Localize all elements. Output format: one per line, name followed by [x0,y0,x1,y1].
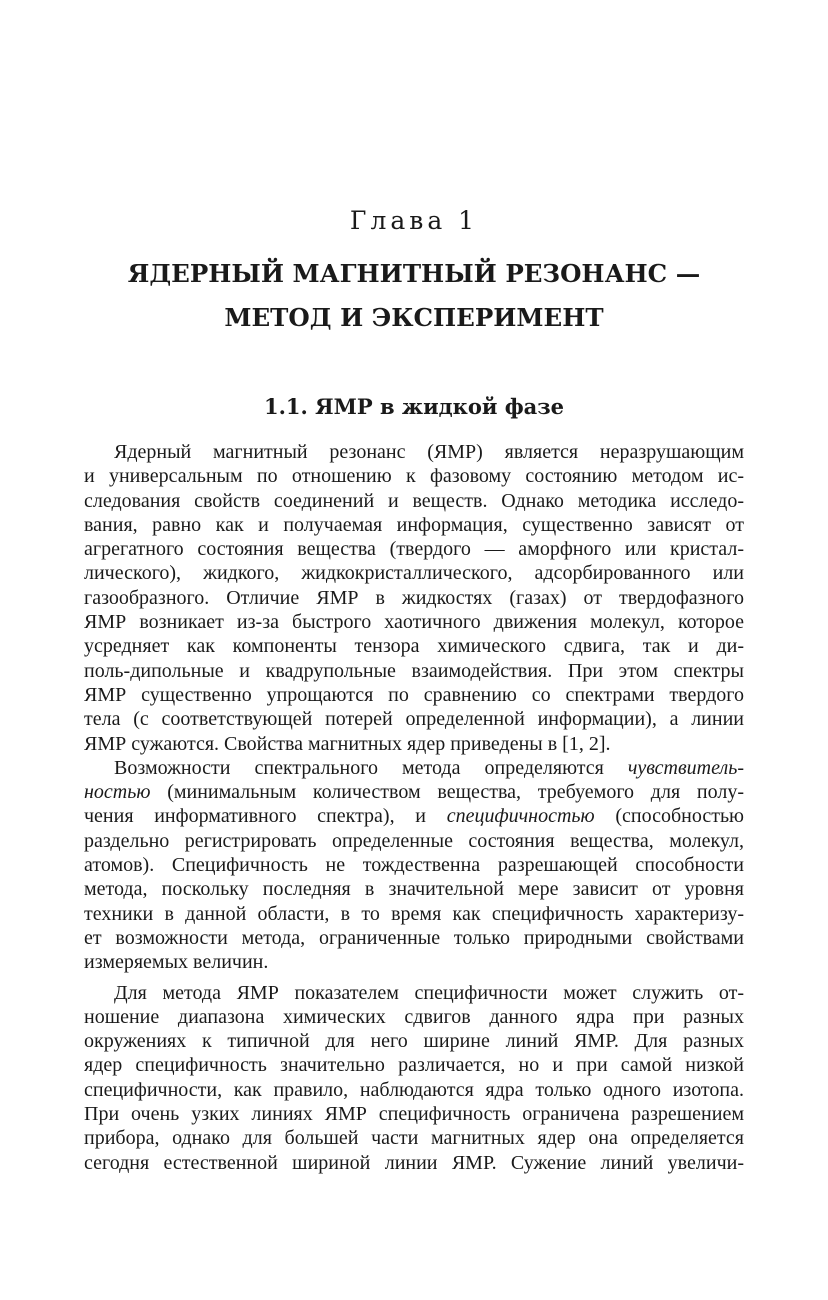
text-line [84,804,744,828]
text-line: ЯМР существенно упрощаются по сравнению со спектрами твердого [84,683,744,706]
text-line: ет возможности метода, ограниченные только природными свойствами [84,926,744,949]
text-line: Ядерный магнитный резонанс (ЯМР) является неразрушающим [114,441,744,463]
chapter-title-line-1: ЯДЕРНЫЙ МАГНИТНЫЙ РЕЗОНАНС — [127,259,701,288]
chapter-title [0,252,828,340]
text-line: ядер специфичность значительно различается, но и при самой низкой [84,1054,744,1077]
text-line: и универсальным по отношению к фазовому состоянию методом ис- [84,465,744,488]
text-line: техники в данной области, в то время как специфичность характеризу- [84,902,744,925]
text-line: вания, равно как и получаемая информация, существенно зависят от [84,513,744,536]
text-line: окружениях к типичной для него ширине линий ЯМР. Для разных [84,1030,744,1053]
paragraph-3 [84,981,744,1175]
text-line: прибора, однако для большей части магнитных ядер она определяется [84,1127,744,1150]
text-run: Возможности спектрального метода определяются [114,756,628,779]
text-line: ношение диапазона химических сдвигов данного ядра при разных [84,1005,744,1028]
text-line: ЯМР сужаются. Свойства магнитных ядер приведены в [1, 2]. [84,732,611,755]
paragraph-1 [84,440,744,756]
text-line: агрегатного состояния вещества (твердого — аморфного или кристал- [84,538,744,561]
text-line: газообразного. Отличие ЯМР в жидкостях (газах) от твердофазного [84,586,744,609]
text-line: лического), жидкого, жидкокристаллического, адсорбированного или [84,562,744,585]
text-line: поль-дипольные и квадрупольные взаимодействия. При этом спектры [84,659,744,682]
text-run: (способностью [594,805,745,828]
emphasis: чувствитель- [627,756,744,779]
chapter-label: Глава 1 [349,206,479,235]
chapter-title-line-2: МЕТОД И ЭКСПЕРИМЕНТ [224,303,604,332]
body-text [84,440,744,1175]
text-line: ЯМР возникает из-за быстрого хаотичного движения молекул, которое [84,611,744,634]
text-line: При очень узких линиях ЯМР специфичность ограничена разрешением [84,1103,744,1126]
text-line: сегодня естественной шириной линии ЯМР. Сужение линий увеличи- [84,1151,744,1174]
section-title: 1.1. ЯМР в жидкой фазе [263,394,565,419]
text-line: атомов). Специфичность не тождественна разрешающей способности [84,854,744,877]
text-run: (минимальным количеством вещества, требуемого для полу- [150,781,744,804]
text-line: специфичности, как правило, наблюдаются ядра только одного изотопа. [84,1078,744,1101]
text-line: усредняет как компоненты тензора химического сдвига, так и ди- [84,635,744,658]
text-line: измеряемых величин. [84,951,269,974]
emphasis: ностью [84,781,151,804]
text-line: Для метода ЯМР показателем специфичности может служить от- [114,981,744,1004]
paragraph-2 [84,756,744,975]
emphasis: специфичностью [446,805,595,828]
text-line: следования свойств соединений и веществ. Однако методика исследо- [84,489,744,512]
text-line: метода, поскольку последняя в значительной мере зависит от уровня [84,878,744,901]
text-run: чения информативного спектра), и [84,805,447,828]
text-line: тела (с соответствующей потерей определенной информации), а линии [84,708,744,731]
text-line: раздельно регистрировать определенные состояния вещества, молекул, [84,829,744,852]
text-line [84,780,744,804]
text-line [84,756,744,780]
